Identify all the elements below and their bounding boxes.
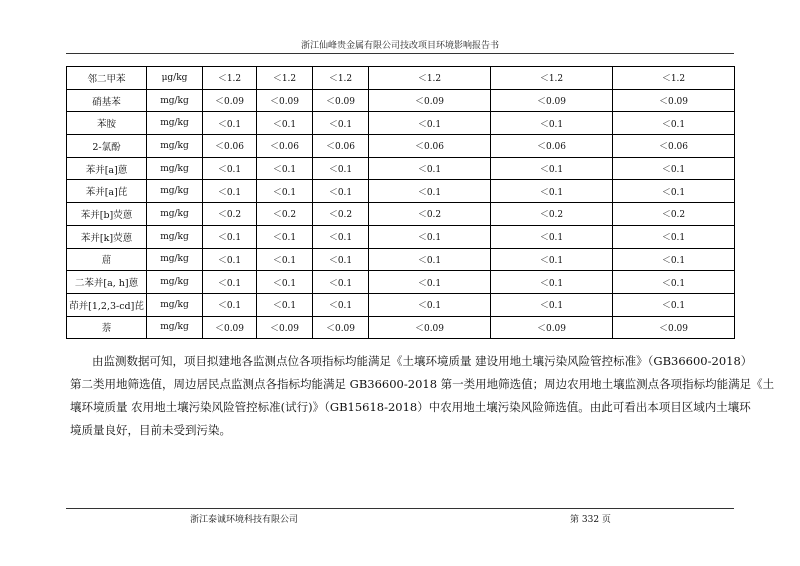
table-row — [67, 248, 735, 271]
value-cell: ＜0.1 — [313, 157, 369, 180]
unit-cell: mg/kg — [147, 89, 203, 112]
table-row — [67, 112, 735, 135]
paragraph-line: 第二类用地筛选值，周边居民点监测点各指标均能满足 GB36600-2018 第一类用地筛选值；周边农用地土壤监测点各项指标均能满足《土 — [70, 377, 775, 391]
pollutant-name: 邻二甲苯 — [67, 67, 147, 90]
unit-cell: mg/kg — [147, 203, 203, 226]
value-cell: ＜0.1 — [257, 293, 313, 316]
value-cell: ＜0.09 — [369, 89, 491, 112]
unit-cell: mg/kg — [147, 271, 203, 294]
value-cell: ＜0.1 — [257, 271, 313, 294]
value-cell: ＜0.09 — [257, 316, 313, 339]
value-cell: ＜1.2 — [613, 67, 735, 90]
value-cell: ＜0.1 — [613, 112, 735, 135]
table-row — [67, 203, 735, 226]
value-cell: ＜0.1 — [203, 271, 257, 294]
value-cell: ＜0.09 — [313, 89, 369, 112]
unit-cell: mg/kg — [147, 157, 203, 180]
value-cell: ＜0.1 — [613, 157, 735, 180]
value-cell: ＜0.1 — [313, 225, 369, 248]
value-cell: ＜0.1 — [257, 157, 313, 180]
table-row — [67, 293, 735, 316]
value-cell: ＜0.1 — [369, 248, 491, 271]
table-row — [67, 225, 735, 248]
value-cell: ＜0.1 — [369, 112, 491, 135]
pollutant-name: 苯并[b]荧蒽 — [67, 203, 147, 226]
value-cell: ＜0.1 — [613, 248, 735, 271]
value-cell: ＜0.06 — [613, 135, 735, 158]
unit-cell: mg/kg — [147, 248, 203, 271]
unit-cell: μg/kg — [147, 67, 203, 90]
value-cell: ＜0.1 — [257, 248, 313, 271]
value-cell: ＜0.1 — [491, 293, 613, 316]
value-cell: ＜0.1 — [313, 271, 369, 294]
table-row — [67, 67, 735, 90]
pollutant-name: 硝基苯 — [67, 89, 147, 112]
value-cell: ＜1.2 — [369, 67, 491, 90]
table-row — [67, 180, 735, 203]
table-row — [67, 157, 735, 180]
pollutant-name: 二苯并[a, h]蒽 — [67, 271, 147, 294]
unit-cell: mg/kg — [147, 225, 203, 248]
value-cell: ＜0.1 — [613, 225, 735, 248]
value-cell: ＜0.1 — [369, 293, 491, 316]
value-cell: ＜0.2 — [491, 203, 613, 226]
value-cell: ＜0.2 — [313, 203, 369, 226]
value-cell: ＜0.09 — [491, 89, 613, 112]
value-cell: ＜1.2 — [313, 67, 369, 90]
pollutant-name: 2-氯酚 — [67, 135, 147, 158]
paragraph-line: 由监测数据可知，项目拟建地各监测点位各项指标均能满足《土壤环境质量 建设用地土壤污染风险管控标准》（GB36600-2018） — [92, 354, 753, 368]
pollutant-name: 苯并[k]荧蒽 — [67, 225, 147, 248]
value-cell: ＜0.2 — [369, 203, 491, 226]
value-cell: ＜0.1 — [369, 225, 491, 248]
footer-page-number: 第 332 页 — [570, 515, 611, 525]
value-cell: ＜0.09 — [369, 316, 491, 339]
unit-cell: mg/kg — [147, 293, 203, 316]
footer-divider — [66, 508, 734, 509]
value-cell: ＜0.1 — [491, 248, 613, 271]
footer-company: 浙江泰诚环境科技有限公司 — [190, 515, 299, 525]
table-row — [67, 89, 735, 112]
unit-cell: mg/kg — [147, 180, 203, 203]
value-cell: ＜0.1 — [491, 180, 613, 203]
value-cell: ＜0.09 — [257, 89, 313, 112]
monitoring-results-table — [66, 66, 735, 339]
value-cell: ＜0.06 — [491, 135, 613, 158]
pollutant-name: 䓛 — [67, 248, 147, 271]
value-cell: ＜0.1 — [613, 180, 735, 203]
value-cell: ＜0.1 — [313, 180, 369, 203]
value-cell: ＜0.1 — [491, 157, 613, 180]
paragraph-line: 境质量良好，目前未受到污染。 — [70, 423, 231, 437]
value-cell: ＜0.1 — [313, 293, 369, 316]
unit-cell: mg/kg — [147, 135, 203, 158]
value-cell: ＜0.1 — [491, 225, 613, 248]
value-cell: ＜1.2 — [203, 67, 257, 90]
pollutant-name: 萘 — [67, 316, 147, 339]
value-cell: ＜0.1 — [203, 225, 257, 248]
value-cell: ＜0.1 — [257, 112, 313, 135]
value-cell: ＜0.1 — [203, 180, 257, 203]
header-divider — [66, 53, 734, 54]
page-header: 浙江仙峰贵金属有限公司技改项目环境影响报告书 — [300, 41, 499, 51]
value-cell: ＜0.09 — [313, 316, 369, 339]
value-cell: ＜0.1 — [369, 180, 491, 203]
value-cell: ＜0.09 — [613, 89, 735, 112]
value-cell: ＜0.2 — [203, 203, 257, 226]
conclusion-paragraph — [70, 350, 775, 442]
value-cell: ＜0.1 — [313, 248, 369, 271]
value-cell: ＜0.06 — [203, 135, 257, 158]
value-cell: ＜0.1 — [369, 271, 491, 294]
value-cell: ＜0.1 — [369, 157, 491, 180]
value-cell: ＜0.1 — [613, 293, 735, 316]
value-cell: ＜0.1 — [491, 271, 613, 294]
table-row — [67, 271, 735, 294]
paragraph-line: 壤环境质量 农用地土壤污染风险管控标准(试行)》（GB15618-2018）中农用地土壤污染风险筛选值。由此可看出本项目区域内土壤环 — [70, 400, 751, 414]
value-cell: ＜0.09 — [613, 316, 735, 339]
value-cell: ＜0.1 — [491, 112, 613, 135]
value-cell: ＜0.1 — [257, 180, 313, 203]
value-cell: ＜0.1 — [203, 112, 257, 135]
value-cell: ＜0.1 — [203, 157, 257, 180]
table-row — [67, 135, 735, 158]
value-cell: ＜0.06 — [313, 135, 369, 158]
value-cell: ＜1.2 — [491, 67, 613, 90]
value-cell: ＜0.1 — [257, 225, 313, 248]
value-cell: ＜0.09 — [203, 316, 257, 339]
value-cell: ＜0.06 — [369, 135, 491, 158]
unit-cell: mg/kg — [147, 112, 203, 135]
value-cell: ＜0.09 — [203, 89, 257, 112]
table-row — [67, 316, 735, 339]
value-cell: ＜0.2 — [613, 203, 735, 226]
pollutant-name: 茚并[1,2,3-cd]芘 — [67, 293, 147, 316]
value-cell: ＜0.06 — [257, 135, 313, 158]
value-cell: ＜0.1 — [203, 248, 257, 271]
value-cell: ＜0.1 — [203, 293, 257, 316]
value-cell: ＜0.2 — [257, 203, 313, 226]
pollutant-name: 苯并[a]蒽 — [67, 157, 147, 180]
value-cell: ＜0.1 — [313, 112, 369, 135]
pollutant-name: 苯胺 — [67, 112, 147, 135]
value-cell: ＜1.2 — [257, 67, 313, 90]
unit-cell: mg/kg — [147, 316, 203, 339]
pollutant-name: 苯并[a]芘 — [67, 180, 147, 203]
value-cell: ＜0.09 — [491, 316, 613, 339]
value-cell: ＜0.1 — [613, 271, 735, 294]
